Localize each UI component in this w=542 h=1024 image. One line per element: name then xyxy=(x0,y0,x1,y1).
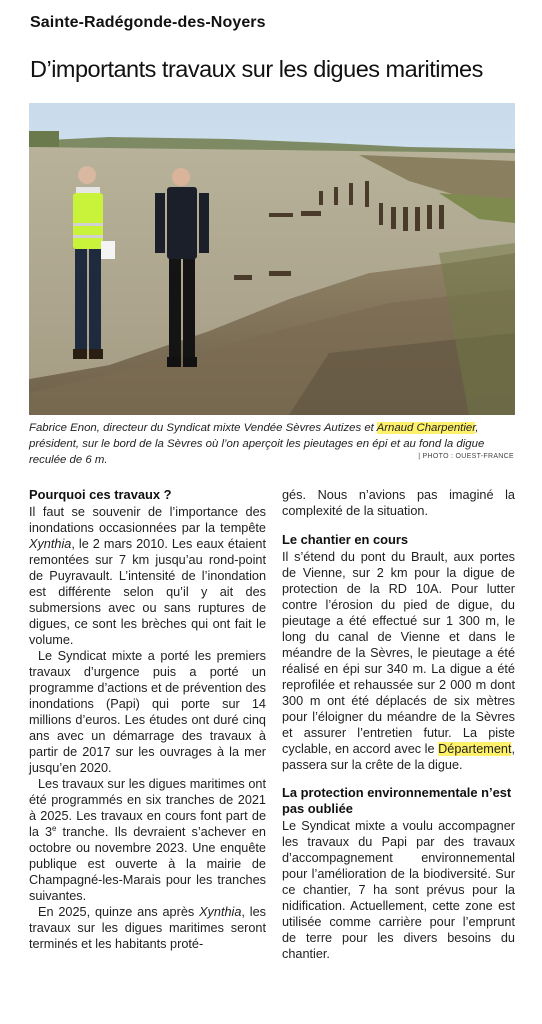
paragraph: Le Syndicat mixte a porté les premiers travaux d’urgence puis a porté un programme d’actions et de prévention des inondations (Papi) qui porte sur 14 millions d’euros. Les études ont duré cinq ans avec un démarrage des travaux à partir de 2017 sur les ouvrages à la mer jusqu’en 2020. xyxy=(29,649,266,775)
caption-text: Fabrice Enon, directeur du Syndicat mixte Vendée Sèvres Autizes et xyxy=(29,422,377,434)
column-left xyxy=(29,487,266,952)
paragraph: Il s’étend du pont du Brault, aux portes de Vienne, sur 2 km pour la digue de protection de la RD 10A. Pour lutter contre l’érosion du pied de digue, du pieutage a été effectué sur 1 300 m, le long du canal de Vienne et dans le méandre de la Sèvres, le pieutage a été réalisé en épi sur 340 m. La digue a été reprofilée et rehaussée sur 2 000 m dont 300 m ont été déplacés de six mètres pour l’éloigner du méandre de la Sèvres et assurer l’entretien futur. La piste cyclable, en accord avec le Département, passera sur la crête de la digue. xyxy=(282,550,515,772)
place-name: Sainte-Radégonde-des-Noyers xyxy=(30,14,266,31)
headline: D’importants travaux sur les digues maritimes xyxy=(30,56,483,82)
riverbank-photo xyxy=(29,103,515,415)
paragraph: Il faut se souvenir de l’importance des inondations occasionnées par la tempête Xynthia, le 2 mars 2010. Les eaux étaient remontées sur 7 km jusqu’au rond-point de Puyravault. L’intensité de l’inondation est différente selon qu’il y ait des submersions avec ou sans ruptures de digues, ce sont les brèches qui ont fait le volume. xyxy=(29,505,266,647)
paragraph: En 2025, quinze ans après Xynthia, les travaux sur les digues maritimes seront terminés et les habitants proté- xyxy=(29,905,266,951)
caption-text-end: , président, sur le bord de la Sèvres où l’on aperçoit les pieutages en épi et au fond la digue reculée de 6 m. xyxy=(29,422,485,466)
caption-highlight: Arnaud Charpentier xyxy=(376,422,476,434)
subhead-why: Pourquoi ces travaux ? xyxy=(29,487,172,502)
subhead-worksite: Le chantier en cours xyxy=(282,532,409,547)
highlighted-word: Département xyxy=(438,742,512,756)
column-right xyxy=(282,487,515,962)
subhead-environment: La protection environnementale n’est pas oubliée xyxy=(282,785,512,816)
paragraph: Le Syndicat mixte a voulu accompagner les travaux du Papi par des travaux d’accompagnement environnemental pour l’amélioration de la biodiversité. Sur ce chantier, 7 ha sont prévus pour la nidification. Actuellement, cette zone est utilisée comme carrière pour l’emprunt de terre pour les divers besoins du chantier. xyxy=(282,819,515,961)
article-photo xyxy=(29,103,515,415)
photo-caption xyxy=(29,420,515,468)
paragraph: gés. Nous n’avions pas imaginé la complexité de la situation. xyxy=(282,488,515,518)
paragraph: Les travaux sur les digues maritimes ont été programmés en six tranches de 2021 à 2025. Les travaux en cours font part de la 3e tranche. Ils devraient s’achever en octobre ou novembre 2023. Une enquête publique est ouverte à la mairie de Champagné-les-Marais pour les tranches suivantes. xyxy=(29,777,266,903)
photo-credit: | PHOTO : OUEST-FRANCE xyxy=(418,453,514,460)
